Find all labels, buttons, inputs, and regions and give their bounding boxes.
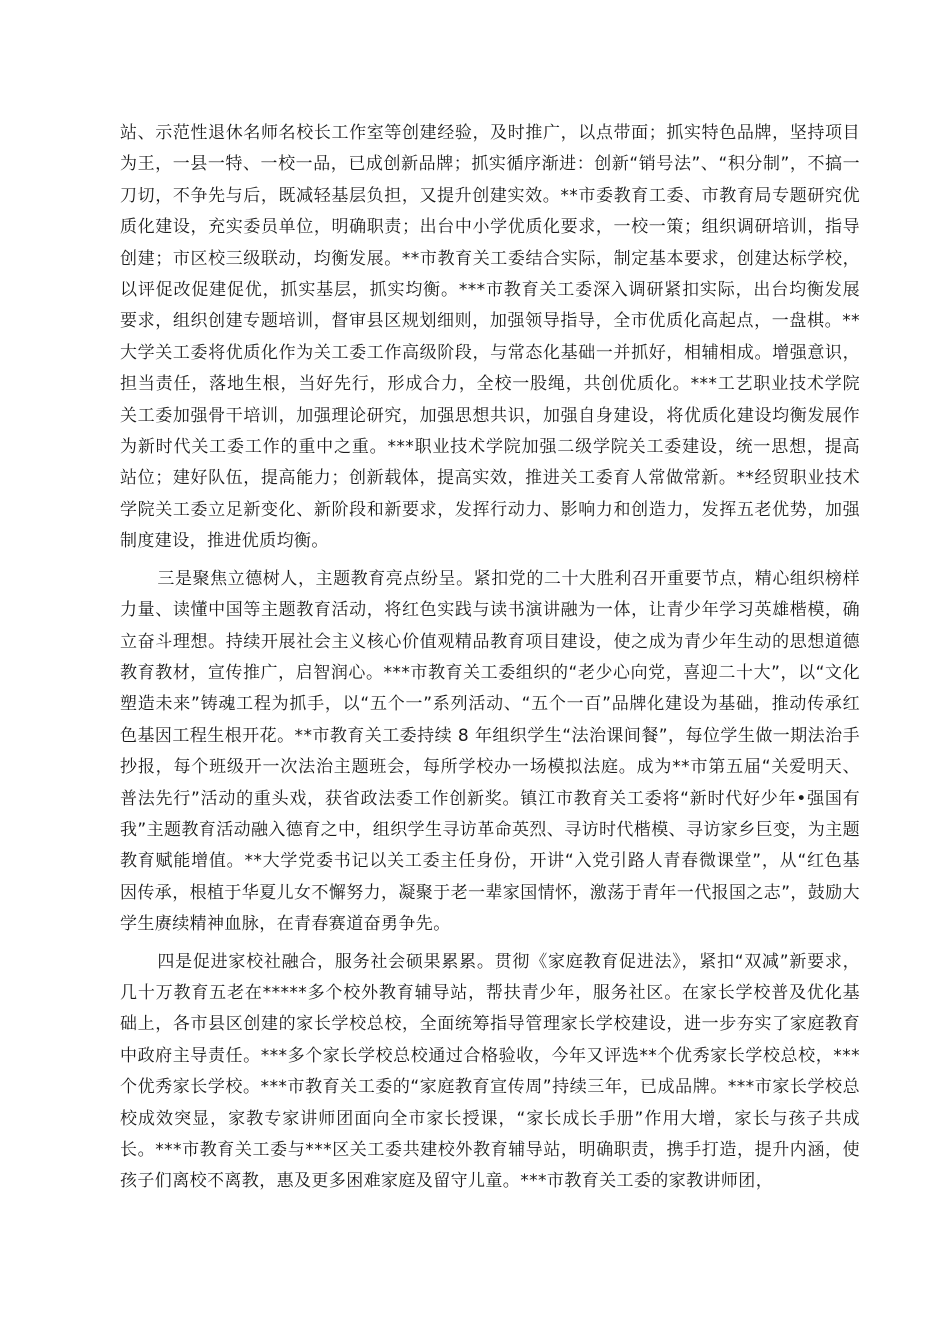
paragraph-section-three: 三是聚焦立德树人，主题教育亮点纷呈。紧扣党的二十大胜利召开重要节点，精心组织榜样力量、读懂中国等主题教育活动，将红色实践与读书演讲融为一体，让青少年学习英雄楷模，确立奋斗理想。持续开展社会主义核心价值观精品教育项目建设，使之成为青少年生动的思想道德教育教材，宣传推广，启智润心。***市教育关工委组织的“老少心向党，喜迎二十大”，以“文化塑造未来”铸魂工程为抓手，以“五个一”系列活动、“五个一百”品牌化建设为基础，推动传承红色基因工程生根开花。**市教育关工委持续 8 年组织学生“法治课间餐”，每位学生做一期法治手抄报，每个班级开一次法治主题班会，每所学校办一场模拟法庭。成为**市第五届“关爱明天、普法先行”活动的重头戏，获省政法委工作创新奖。镇江市教育关工委将“新时代好少年•强国有我”主题教育活动融入德育之中，组织学生寻访革命英烈、寻访时代楷模、寻访家乡巨变，为主题教育赋能增值。**大学党委书记以关工委主任身份，开讲“入党引路人青春微课堂”，从“红色基因传承，根植于华夏儿女不懈努力，凝聚于老一辈家国情怀，激荡于青年一代报国之志”，鼓励大学生赓续精神血脉，在青春赛道奋勇争先。 <box>120 568 861 935</box>
document-page <box>120 118 860 1198</box>
paragraph-continued: 站、示范性退休名师名校长工作室等创建经验，及时推广，以点带面；抓实特色品牌，坚持项目为王，一县一特、一校一品，已成创新品牌；抓实循序渐进：创新“销号法”、“积分制”，不搞一刀切，不争先与后，既减轻基层负担，又提升创建实效。**市委教育工委、市教育局专题研究优质化建设，充实委员单位，明确职责；出台中小学优质化要求，一校一策；组织调研培训，指导创建；市区校三级联动，均衡发展。**市教育关工委结合实际，制定基本要求，创建达标学校，以评促改促建促优，抓实基层，抓实均衡。***市教育关工委深入调研紧扣实际，出台均衡发展要求，组织创建专题培训，督审县区规划细则，加强领导指导，全市优质化高起点，一盘棋。**大学关工委将优质化作为关工委工作高级阶段，与常态化基础一并抓好，相辅相成。增强意识，担当责任，落地生根，当好先行，形成合力，全校一股绳，共创优质化。***工艺职业技术学院关工委加强骨干培训，加强理论研究，加强思想共识，加强自身建设，将优质化建设均衡发展作为新时代关工委工作的重中之重。***职业技术学院加强二级学院关工委建设，统一思想，提高站位；建好队伍，提高能力；创新载体，提高实效，推进关工委育人常做常新。**经贸职业技术学院关工委立足新变化、新阶段和新要求，发挥行动力、影响力和创造力，发挥五老优势，加强制度建设，推进优质均衡。 <box>120 123 860 552</box>
paragraph-section-four: 四是促进家校社融合，服务社会硕果累累。贯彻《家庭教育促进法》，紧扣“双减”新要求，几十万教育五老在*****多个校外教育辅导站，帮扶青少年，服务社区。在家长学校普及优化基础上，各市县区创建的家长学校总校，全面统筹指导管理家长学校建设，进一步夯实了家庭教育中政府主导责任。***多个家长学校总校通过合格验收，今年又评选**个优秀家长学校总校，***个优秀家长学校。***市教育关工委的“家庭教育宣传周”持续三年，已成品牌。***市家长学校总校成效突显，家教专家讲师团面向全市家长授课，“家长成长手册”作用大增，家长与孩子共成长。***市教育关工委与***区关工委共建校外教育辅导站，明确职责，携手打造，提升内涵，使孩子们离校不离教，惠及更多困难家庭及留守儿童。***市教育关工委的家教讲师团， <box>120 951 860 1192</box>
